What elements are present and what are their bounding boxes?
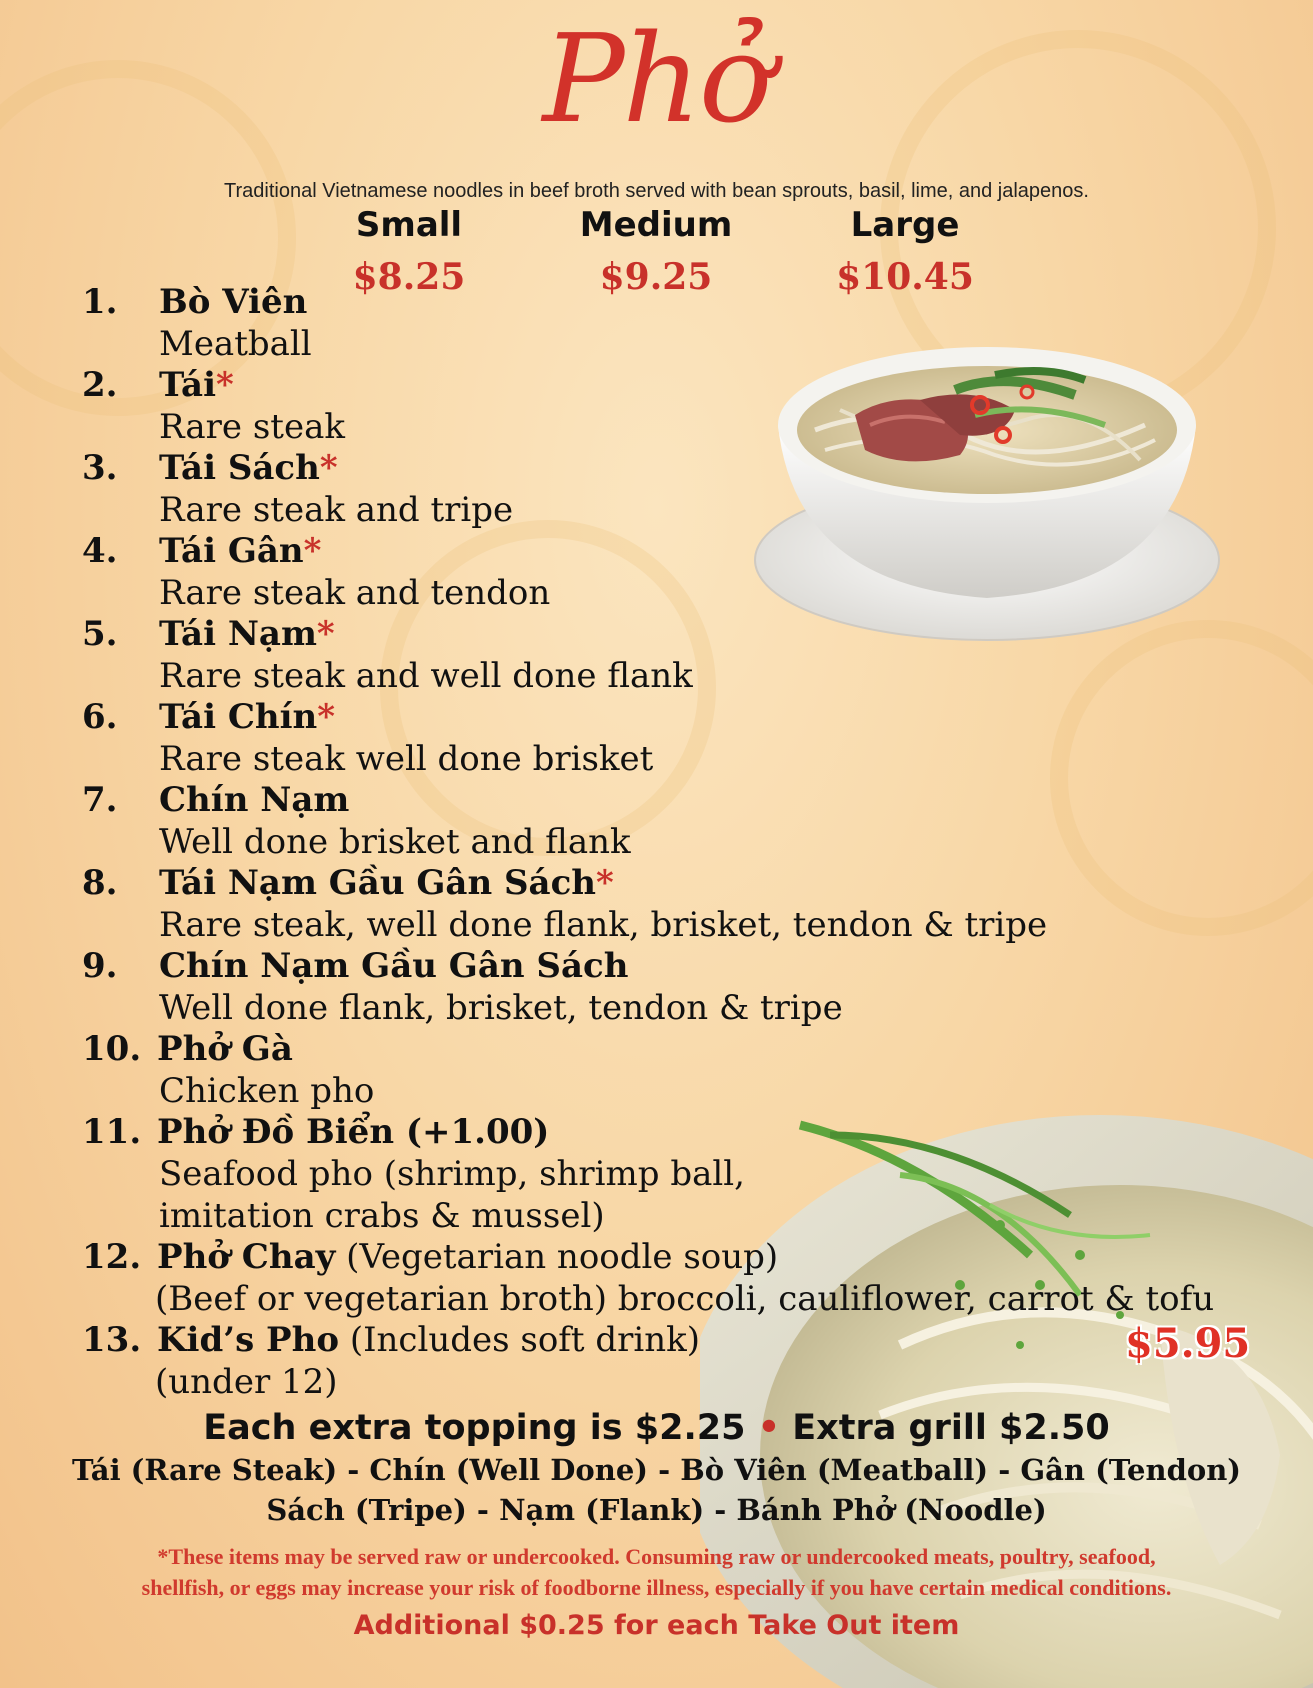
menu-item-number: 4. — [82, 531, 118, 571]
extra-topping-price: Each extra topping is $2.25 — [203, 1408, 746, 1448]
price-medium: $9.25 — [599, 256, 713, 298]
menu-item — [82, 1320, 1232, 1403]
topping-list-line-2: Sách (Tripe) - Nạm (Flank) - Bánh Phở (Noodle) — [266, 1493, 1047, 1527]
menu-item-number: 8. — [82, 863, 118, 903]
menu-item-heading — [82, 697, 1232, 738]
disclaimer-line-2: shellfish, or eggs may increase your risk of foodborne illness, especially if you have certain medical conditions. — [141, 1575, 1172, 1600]
menu-item — [82, 697, 1232, 780]
menu-item-heading — [82, 780, 1232, 821]
menu-item-number: 6. — [82, 697, 118, 737]
menu-item-description: Rare steak well done brisket — [159, 739, 654, 779]
menu-item — [82, 448, 1232, 531]
menu-item-heading — [82, 614, 1232, 655]
size-medium-label: Medium — [579, 205, 733, 245]
menu-item — [82, 1029, 1232, 1112]
menu-item-name: Phở Chay — [157, 1237, 336, 1277]
menu-item-name: Phở Đồ Biển (+1.00) — [157, 1112, 550, 1152]
menu-item-description: Rare steak — [159, 407, 345, 447]
menu-item — [82, 946, 1232, 1029]
menu-item-name: Bò Viên — [159, 282, 308, 322]
menu-item-list — [82, 282, 1232, 1403]
menu-item-heading — [82, 1320, 1232, 1361]
menu-item-name: Tái — [159, 365, 216, 405]
raw-item-asterisk: * — [303, 531, 322, 571]
menu-item-heading — [82, 531, 1232, 572]
price-large: $10.45 — [836, 256, 974, 298]
page-title: Phở — [542, 8, 771, 150]
raw-item-asterisk: * — [319, 448, 338, 488]
menu-item — [82, 282, 1232, 365]
menu-item-name: Chín Nạm Gầu Gân Sách — [159, 946, 629, 986]
menu-item-description: Well done flank, brisket, tendon & tripe — [159, 988, 843, 1028]
menu-item-number: 13. — [82, 1320, 142, 1360]
menu-item-name: Tái Sách — [159, 448, 320, 488]
menu-item-number: 5. — [82, 614, 118, 654]
menu-item-name: Tái Gân — [159, 531, 304, 571]
menu-item-heading — [82, 365, 1232, 406]
menu-item-name: Kid’s Pho — [157, 1320, 340, 1360]
menu-item-number: 7. — [82, 780, 118, 820]
takeout-note: Additional $0.25 for each Take Out item — [353, 1610, 960, 1641]
extra-topping-line — [0, 1408, 1313, 1448]
raw-item-asterisk: * — [316, 614, 335, 654]
menu-item-number: 11. — [82, 1112, 142, 1152]
menu-item-name: Phở Gà — [157, 1029, 293, 1069]
menu-item-description: Rare steak, well done flank, brisket, tendon & tripe — [159, 905, 1048, 945]
menu-item-name: Tái Chín — [159, 697, 318, 737]
menu-item-heading — [82, 1029, 1232, 1070]
menu-item — [82, 1112, 1232, 1237]
menu-item — [82, 780, 1232, 863]
menu-item-description: Chicken pho — [159, 1071, 375, 1111]
menu-item-description: Seafood pho (shrimp, shrimp ball, — [159, 1154, 745, 1194]
raw-item-asterisk: * — [596, 863, 614, 903]
menu-item-description: imitation crabs & mussel) — [159, 1196, 605, 1236]
page-subtitle: Traditional Vietnamese noodles in beef broth served with bean sprouts, basil, lime, and jalapenos. — [224, 180, 1089, 202]
menu-item-heading — [82, 1112, 1232, 1153]
size-large-label: Large — [850, 205, 960, 245]
menu-item-description: (Beef or vegetarian broth) broccoli, cauliflower, carrot & tofu — [155, 1279, 1215, 1319]
disclaimer-line-1: *These items may be served raw or undercooked. Consuming raw or undercooked meats, poultry, seafood, — [157, 1544, 1156, 1569]
menu-item-number: 9. — [82, 946, 118, 986]
menu-item-description: (under 12) — [155, 1362, 338, 1402]
menu-item-number: 2. — [82, 365, 118, 405]
menu-item-name: Tái Nạm Gầu Gân Sách — [159, 863, 597, 903]
separator-dot: • — [757, 1408, 781, 1448]
menu-item — [82, 531, 1232, 614]
menu-item-name: Tái Nạm — [159, 614, 317, 654]
menu-item-description: Well done brisket and flank — [159, 822, 631, 862]
price-small: $8.25 — [352, 256, 466, 298]
menu-item — [82, 365, 1232, 448]
menu-item-heading — [82, 448, 1232, 489]
menu-item — [82, 1237, 1232, 1320]
menu-item-description: Rare steak and well done flank — [159, 656, 693, 696]
menu-item-description: Meatball — [159, 324, 312, 364]
menu-item-note: (Vegetarian noodle soup) — [335, 1237, 779, 1277]
menu-item-heading — [82, 1237, 1232, 1278]
menu-item-number: 10. — [82, 1029, 142, 1069]
menu-item-number: 3. — [82, 448, 118, 488]
kids-pho-price: $5.95 — [1125, 1320, 1251, 1367]
topping-list-line-1: Tái (Rare Steak) - Chín (Well Done) - Bò Viên (Meatball) - Gân (Tendon) — [71, 1453, 1242, 1487]
menu-item-number: 1. — [82, 282, 118, 322]
menu-item-note: (Includes soft drink) — [339, 1320, 701, 1360]
menu-item — [82, 614, 1232, 697]
raw-item-asterisk: * — [216, 365, 234, 405]
menu-item-description: Rare steak and tripe — [159, 490, 514, 530]
menu-item — [82, 863, 1232, 946]
raw-item-asterisk: * — [317, 697, 336, 737]
extra-grill-price: Extra grill $2.50 — [792, 1408, 1110, 1448]
menu-item-heading — [82, 282, 1232, 323]
menu-item-number: 12. — [82, 1237, 142, 1277]
menu-item-heading — [82, 863, 1232, 904]
menu-item-heading — [82, 946, 1232, 987]
menu-item-name: Chín Nạm — [159, 780, 350, 820]
size-small-label: Small — [355, 205, 463, 245]
menu-item-description: Rare steak and tendon — [159, 573, 551, 613]
